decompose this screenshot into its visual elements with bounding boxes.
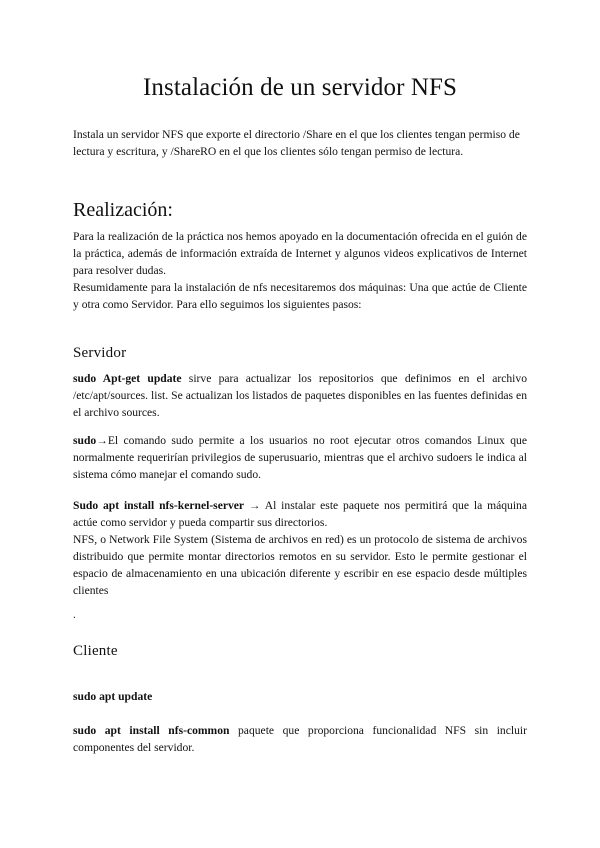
cliente-heading: Cliente — [73, 643, 118, 659]
intro-text: Instala un servidor NFS que exporte el directorio /Share en el que los clientes tengan permiso de lectura y escritura, y /ShareRO en el que los clientes sólo tengan permiso de lectura. — [73, 128, 520, 158]
realizacion-paragraph-2: Resumidamente para la instalación de nfs necesitaremos dos máquinas: Una que actúe de Cliente y otra como Servidor. Para ello seguimos los siguientes pasos: — [73, 281, 527, 311]
servidor-sudo-description: →El comando sudo permite a los usuarios no root ejecutar otros comandos Linux que normalmente requerirían privilegios de superusuario, mientras que el archivo sudoers le indica al sistema cómo manejar el comando sudo. — [73, 434, 527, 481]
realizacion-paragraph-1: Para la realización de la práctica nos hemos apoyado en la documentación ofrecida en el guión de la práctica, además de información extraída de Internet y algunos videos explicativos de Internet para resolver dudas. — [73, 230, 527, 277]
servidor-update-description: sirve para actualizar los repositorios que definimos en el archivo /etc/apt/sources. list. Se actualizan los listados de paquetes disponibles en las fuentes definidas en el archivo sources. — [73, 372, 528, 419]
cliente-nfs-common-paragraph — [73, 722, 527, 756]
realizacion-section — [73, 228, 527, 313]
servidor-nfs-kernel-paragraph — [73, 497, 527, 531]
servidor-heading: Servidor — [73, 345, 127, 361]
cliente-item-update — [73, 688, 527, 705]
command-install-nfs-kernel-server: Sudo apt install nfs-kernel-server — [73, 499, 245, 512]
command-install-nfs-common: sudo apt install nfs-common — [73, 724, 230, 737]
cliente-nfs-common-description: paquete que proporciona funcionalidad NFS sin incluir componentes del servidor. — [73, 724, 527, 754]
servidor-item-sudo — [73, 432, 527, 483]
page-title: Instalación de un servidor NFS — [142, 74, 458, 101]
command-apt-update: sudo apt update — [73, 690, 153, 703]
stray-period: . — [73, 608, 76, 621]
servidor-item-nfs-kernel — [73, 497, 527, 599]
servidor-update-paragraph — [73, 370, 527, 421]
intro-paragraph — [73, 126, 527, 160]
command-sudo: sudo — [73, 434, 97, 447]
nfs-definition-paragraph: NFS, o Network File System (Sistema de archivos en red) es un protocolo de sistema de archivos distribuido que permite montar directorios remotos en su servidor. Esto le permite gestionar el espacio de almacenamiento en una ubicación diferente y escribir en ese espacio desde múltiples clientes — [73, 533, 527, 597]
command-apt-get-update: sudo Apt-get update — [73, 372, 182, 385]
cliente-update-paragraph — [73, 688, 527, 705]
cliente-item-nfs-common — [73, 722, 527, 756]
realizacion-heading: Realización: — [73, 199, 173, 221]
servidor-item-update — [73, 370, 527, 421]
servidor-nfs-kernel-description: → Al instalar este paquete nos permitirá que la máquina actúe como servidor y pueda compartir sus directorios. — [73, 499, 527, 529]
servidor-sudo-paragraph — [73, 432, 527, 483]
